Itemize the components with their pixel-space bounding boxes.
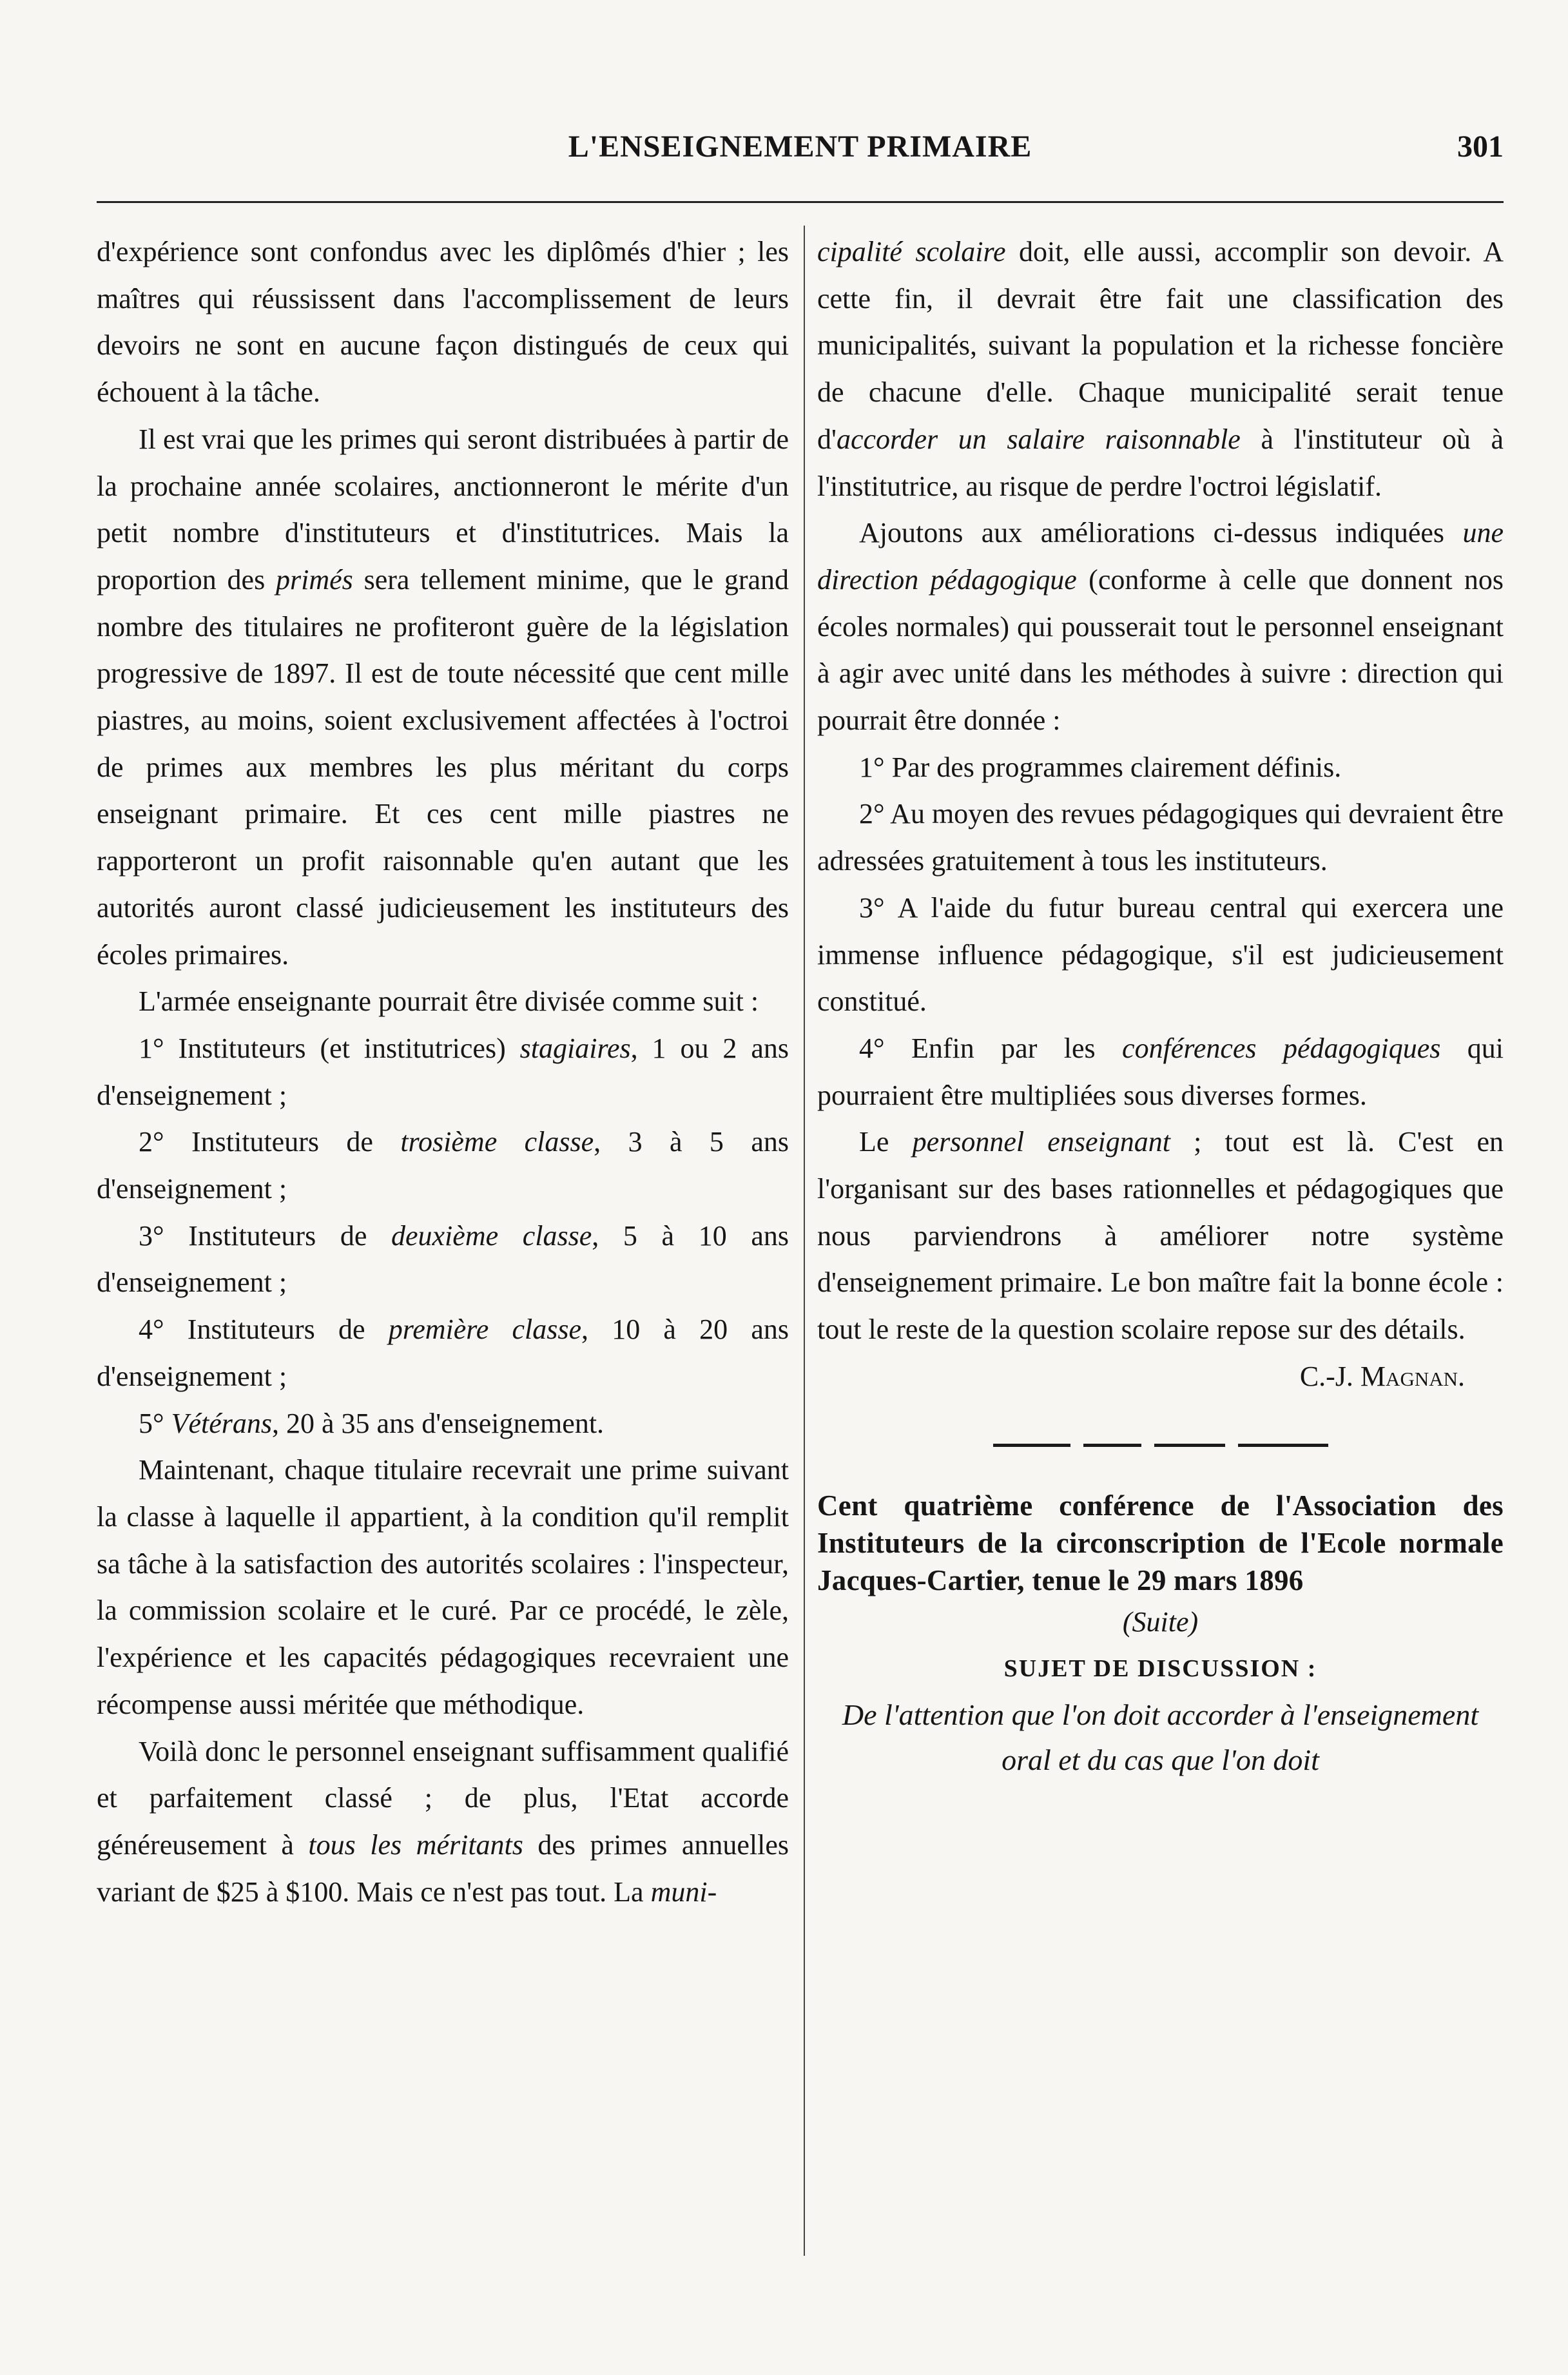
list-item-veterans: 5° Vétérans, 20 à 35 ans d'enseignement.	[139, 1407, 605, 1439]
left-column	[97, 229, 789, 1915]
list-item-programmes: 1° Par des programmes clairement définis.	[859, 751, 1342, 783]
list-item-revues: 2° Au moyen des revues pédagogiques qui devraient être adressées gratuitement à tous les instituteurs.	[817, 798, 1504, 877]
list-item-bureau: 3° A l'aide du futur bureau central qui exercera une immense influence pédagogique, s'il est judicieusement constitué.	[817, 891, 1504, 1018]
list-item-premiere: 4° Instituteurs de première classe, 10 à 20 ans d'enseignement ;	[97, 1314, 789, 1392]
header-rule	[97, 201, 1504, 203]
page-number: 301	[1457, 130, 1504, 164]
subject-heading: SUJET DE DISCUSSION :	[1003, 1655, 1317, 1683]
list-item-stagiaires: 1° Instituteurs (et institutrices) stagiaires, 1 ou 2 ans d'enseignement ;	[97, 1032, 789, 1111]
list-item-deuxieme: 3° Instituteurs de deuxième classe, 5 à 10 ans d'enseignement ;	[97, 1219, 789, 1299]
list-item-troisieme: 2° Instituteurs de trosième classe, 3 à 5 ans d'enseignement ;	[97, 1126, 789, 1205]
running-title: L'ENSEIGNEMENT PRIMAIRE	[568, 130, 1032, 164]
paragraph-personnel: Le personnel enseignant ; tout est là. C'est en l'organisant sur des bases rationnelles et pédagogiques que nous parviendrons à améliorer notre système d'enseignement primaire. Le bon maître fait la bonne école : tout le reste de la question scolaire repose sur des détails.	[817, 1126, 1504, 1346]
paragraph-ajoutons: Ajoutons aux améliorations ci-dessus indiquées une direction pédagogique (conforme à celle que donnent nos écoles normales) qui pousserait tout le personnel enseignant à agir avec unité dans les méthodes à suivre : direction qui pourrait être donnée :	[817, 517, 1504, 737]
paragraph-maintenant: Maintenant, chaque titulaire recevrait une prime suivant la classe à laquelle il appartient, à la condition qu'il remplit sa tâche à la satisfaction des autorités scolaires : l'inspecteur, la commission scolaire et le curé. Par ce procédé, le zèle, l'expérience et les capacités pédagogiques recevraient une récompense aussi méritée que méthodique.	[97, 1454, 789, 1720]
paragraph-primes: Il est vrai que les primes qui seront distribuées à partir de la prochaine année scolaires, anctionneront le mérite d'un petit nombre d'instituteurs et d'institutrices. Mais la proportion des primés sera tellement minime, que le grand nombre des titulaires ne profiteront guère de la législation progressive de 1897. Il est de toute nécessité que cent mille piastres, au moins, soient exclusivement affectées à l'octroi de primes aux membres les plus méritant du corps enseignant primaire. Et ces cent mille piastres ne rapporteront un profit raisonnable qu'en autant que les autorités auront classé judicieusement les instituteurs des écoles primaires.	[97, 423, 789, 971]
page-header	[97, 129, 1504, 174]
suite-label: (Suite)	[1122, 1605, 1199, 1638]
paragraph-voila: Voilà donc le personnel enseignant suffisamment qualifié et parfaitement classé ; de plus, l'Etat accorde généreusement à tous les méritants des primes annuelles variant de $25 à $100. Mais ce n'est pas tout. La muni-	[97, 1735, 789, 1908]
paragraph-municipalite: cipalité scolaire doit, elle aussi, accomplir son devoir. A cette fin, il devrait être fait une classification des municipalités, suivant la population et la richesse foncière de chacune d'elle. Chaque municipalité serait tenue d'accorder un salaire raisonnable à l'instituteur où à l'institutrice, au risque de perdre l'octroi législatif.	[817, 236, 1504, 502]
paragraph-continuation: d'expérience sont confondus avec les diplômés d'hier ; les maîtres qui réussissent dans l'accomplissement de leurs devoirs ne sont en aucune façon distingués de ceux qui échouent à la tâche.	[97, 236, 789, 409]
author-signature: C.-J. Magnan.	[1299, 1360, 1465, 1392]
section-title: Cent quatrième conférence de l'Association des Instituteurs de la circonscription de l'Ecole normale Jacques-Cartier, tenue le 29 mars 1896	[817, 1489, 1504, 1596]
column-divider	[804, 226, 805, 2256]
section-ornament	[993, 1442, 1328, 1448]
discussion-topic: De l'attention que l'on doit accorder à l'enseignement oral et du cas que l'on doit	[842, 1698, 1479, 1776]
list-item-conferences: 4° Enfin par les conférences pédagogiques qui pourraient être multipliées sous diverses formes.	[817, 1032, 1504, 1111]
paragraph-armee: L'armée enseignante pourrait être divisée comme suit :	[139, 985, 759, 1018]
right-column	[817, 229, 1504, 1783]
